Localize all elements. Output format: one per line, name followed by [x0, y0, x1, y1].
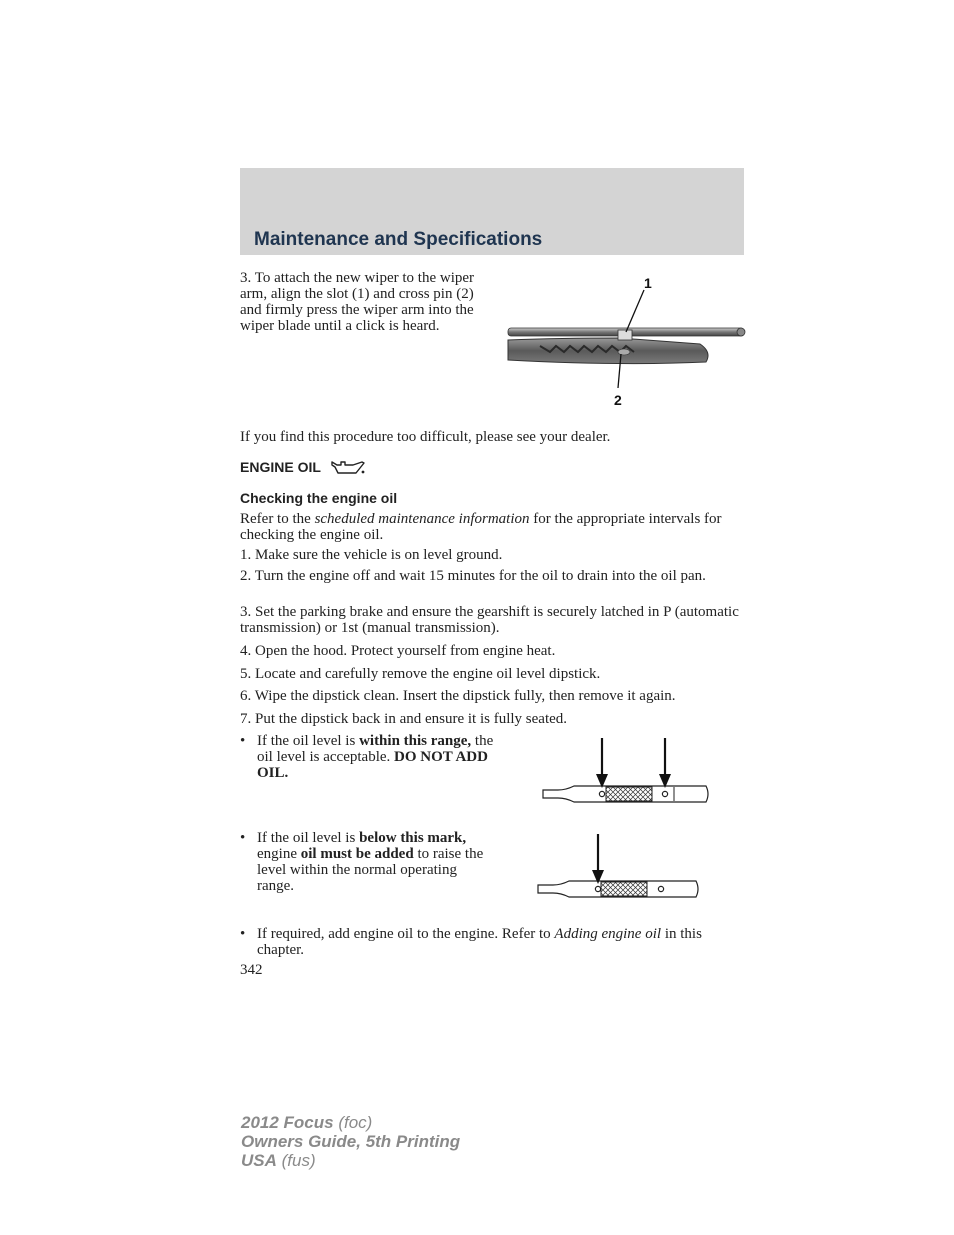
step-7: 7. Put the dipstick back in and ensure it is fully seated.: [240, 711, 568, 727]
oil-can-icon: [329, 458, 367, 476]
step-5: 5. Locate and carefully remove the engine oil level dipstick.: [240, 666, 601, 682]
bullet2-bold-1: below this mark,: [359, 830, 467, 846]
intro-italic: scheduled maintenance information: [314, 511, 530, 527]
section-title: Maintenance and Specifications: [254, 229, 543, 250]
wiper-illustration: [500, 268, 750, 413]
intro-paragraph: [240, 511, 744, 543]
engine-oil-heading: [240, 458, 440, 476]
bullet2-bold-2: oil must be added: [300, 846, 414, 862]
bullet3-text-2: in this chapter.: [257, 926, 702, 958]
bullet-marker-1: •: [240, 733, 246, 749]
footer-model-code: (foc): [333, 1113, 373, 1132]
document-footer: [241, 1113, 460, 1170]
dipstick-below-mark-illustration: [533, 830, 708, 905]
intro-text-1: Refer to the: [240, 511, 315, 527]
bullet1-text-2: the oil level is acceptable.: [257, 733, 494, 765]
step-6: 6. Wipe the dipstick clean. Insert the dipstick fully, then remove it again.: [240, 688, 676, 704]
bullet2-text-3: to raise the level within the normal operating range.: [257, 846, 484, 894]
dealer-note: If you find this procedure too difficult, please see your dealer.: [240, 429, 611, 445]
callout-1: 1: [644, 275, 652, 291]
callout-2: 2: [614, 392, 622, 408]
adding-engine-oil-reference: Adding engine oil: [554, 926, 662, 942]
bullet2-text-1: If the oil level is: [257, 830, 360, 846]
wiper-step-3: 3. To attach the new wiper to the wiper arm, align the slot (1) and cross pin (2) and firmly press the wiper arm into the wiper blade until a click is heard.: [240, 270, 475, 334]
footer-line-1: [241, 1113, 460, 1132]
bullet1-text-1: If the oil level is: [257, 733, 360, 749]
step-2: 2. Turn the engine off and wait 15 minutes for the oil to drain into the oil pan.: [240, 568, 706, 584]
step-1: 1. Make sure the vehicle is on level ground.: [240, 547, 503, 563]
footer-market: USA: [241, 1151, 277, 1170]
intro-text-2: for the appropriate intervals for checking the engine oil.: [240, 511, 722, 543]
step-4: 4. Open the hood. Protect yourself from engine heat.: [240, 643, 556, 659]
footer-line-3: [241, 1151, 460, 1170]
bullet-marker-3: •: [240, 926, 246, 942]
bullet2-text-2: engine: [257, 846, 301, 862]
dipstick-within-range-illustration: [538, 732, 713, 810]
bullet1-bold-1: within this range,: [359, 733, 472, 749]
footer-line-2: [241, 1132, 460, 1151]
bullet1-bold-2: DO NOT ADD OIL.: [257, 749, 488, 781]
bullet-marker-2: •: [240, 830, 246, 846]
bullet-within-range: [257, 733, 497, 781]
footer-market-code: (fus): [276, 1151, 316, 1170]
footer-printing: Owners Guide, 5th Printing: [241, 1132, 461, 1151]
bullet3-text-1: If required, add engine oil to the engine. Refer to: [257, 926, 555, 942]
bullet-add-oil: [257, 926, 744, 958]
section-header: [240, 168, 744, 255]
footer-model: 2012 Focus: [241, 1113, 334, 1132]
bullet-below-mark: [257, 830, 497, 894]
engine-oil-heading-text: ENGINE OIL: [240, 459, 321, 475]
page-number: 342: [240, 962, 263, 978]
step-3: 3. Set the parking brake and ensure the gearshift is securely latched in P (automatic transmission) or 1st (manual transmission).: [240, 604, 739, 636]
checking-oil-subheading: Checking the engine oil: [240, 490, 398, 506]
